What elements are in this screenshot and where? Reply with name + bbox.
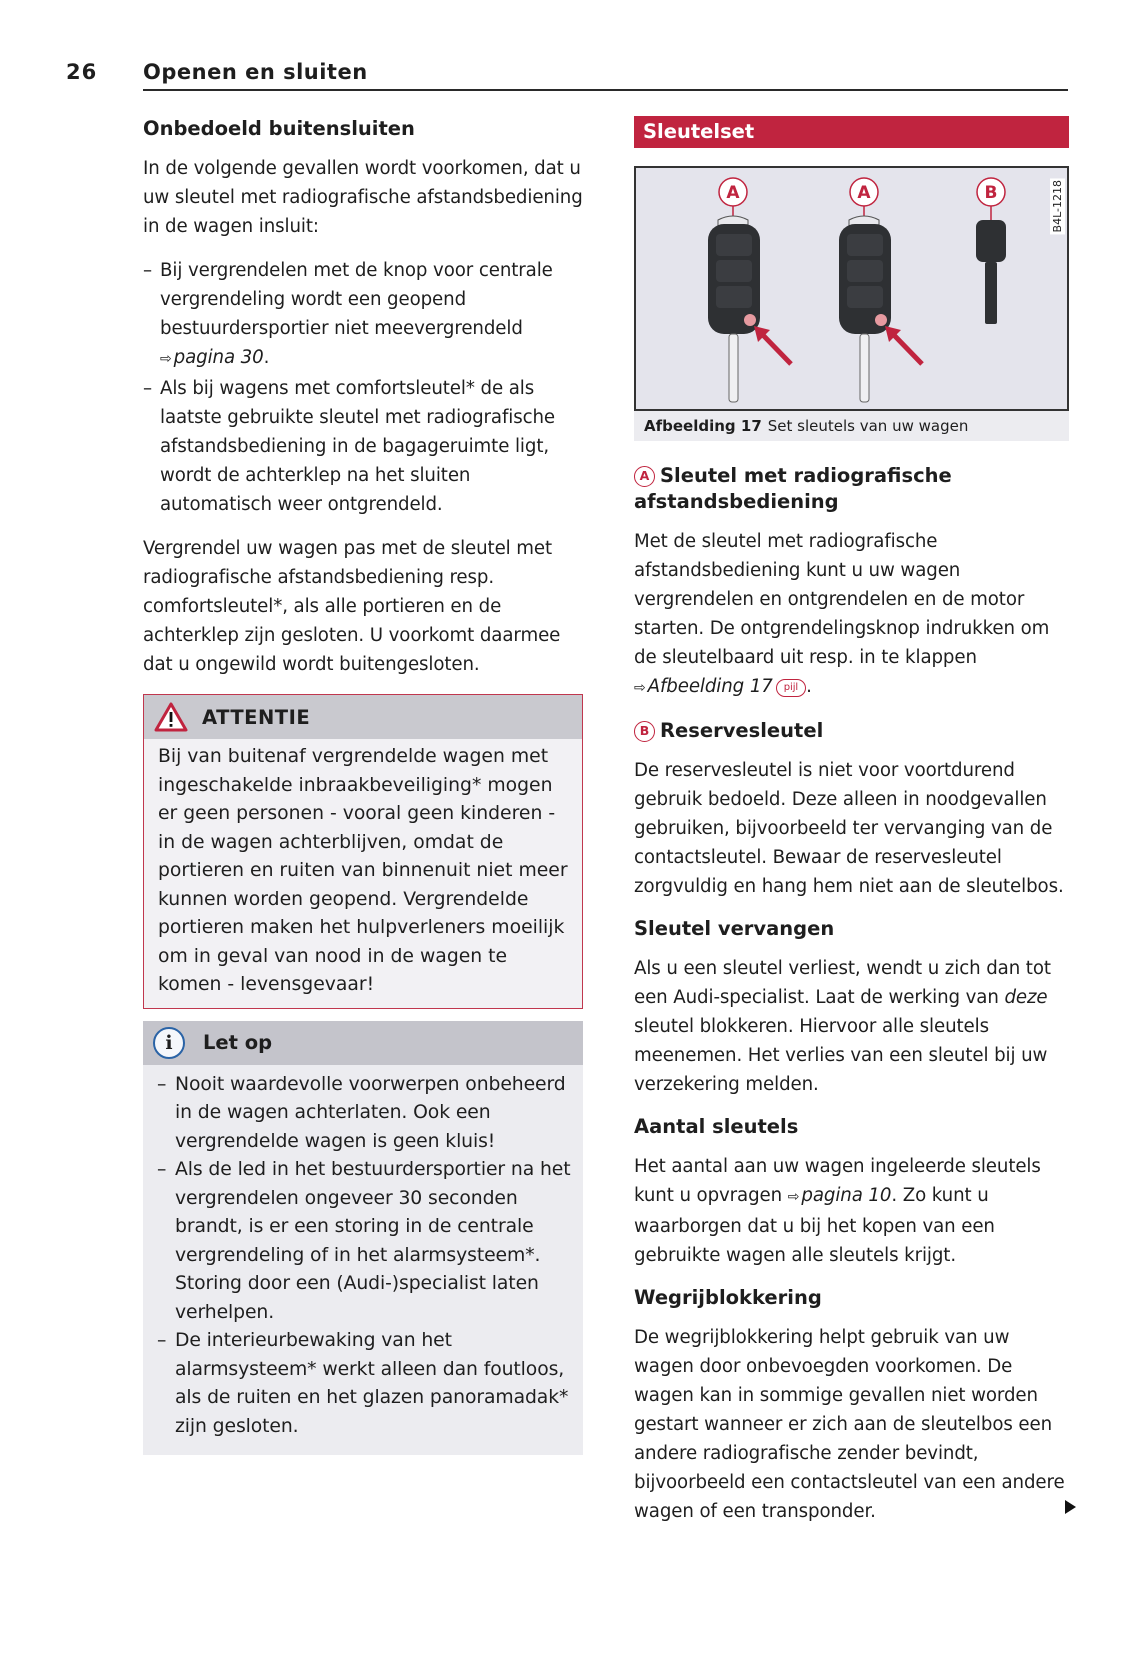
section-a-paragraph: Met de sleutel met radiografische afstandsbediening kunt u uw wagen vergrendelen en ontgrendelen en de motor starten. De ontgrendelingsknop indrukken om de sleutelbaard uit resp. in te klappen ⇨ Afbeelding 17 pijl . [634, 531, 1050, 697]
warning-title: ATTENTIE [202, 705, 311, 729]
list-item: – Bij vergrendelen met de knop voor centrale vergrendeling wordt een geopend bestuurdersportier niet meevergrendeld ⇨ pagina 30. [143, 256, 583, 374]
figure-label-a: A [857, 183, 871, 203]
list-item: – Nooit waardevolle voorwerpen onbeheerd in de wagen achterlaten. Ook een vergrendelde wagen is geen kluis! [157, 1071, 571, 1157]
list-item: – Als bij wagens met comfortsleutel* de als laatste gebruikte sleutel met radiografische afstandsbediening in de bagageruimte ligt, wordt de achterklep na het sluiten automatisch weer ontgrendeld. [143, 374, 583, 519]
section-heading: Onbedoeld buitensluiten [143, 117, 415, 140]
reference-arrow-icon: ⇨ [787, 1189, 800, 1205]
figure-label-a: A [726, 183, 740, 203]
warning-triangle-icon [154, 702, 188, 732]
key-set-figure [634, 166, 1069, 411]
left-column [143, 116, 583, 1455]
note-header [143, 1021, 583, 1065]
running-title: Openen en sluiten [143, 60, 368, 84]
count-heading: Aantal sleutels [634, 1115, 799, 1138]
section-title-bar: Sleutelset [634, 116, 1069, 148]
replace-heading: Sleutel vervangen [634, 917, 835, 940]
remote-key-icon [708, 178, 791, 402]
arrow-pill-badge: pijl [776, 679, 806, 697]
list-item: – Als de led in het bestuurdersportier na het vergrendelen ongeveer 30 seconden brandt, is er een storing in de centrale vergrendeling of in het alarmsysteem*. Storing door een (Audi-)specialist laten verhelpen. [157, 1156, 571, 1327]
warning-text: Bij van buitenaf vergrendelde wagen met ingeschakelde inbraakbeveiliging* mogen er geen personen - vooral geen kinderen - in de wagen achterblijven, omdat de portieren en ruiten van binnenuit niet meer kunnen worden geopend. Vergrendelde portieren maken het hulpverleners moeilijk om in geval van nood in de wagen te komen - levensgevaar! [158, 746, 568, 995]
reference-arrow-icon: ⇨ [634, 680, 646, 696]
right-column [634, 116, 1069, 1541]
immobilizer-heading: Wegrijblokkering [634, 1286, 822, 1309]
page-reference-link[interactable]: pagina 30 [173, 347, 264, 368]
section-b-heading: B Reservesleutel [634, 718, 1069, 744]
note-box [143, 1021, 583, 1456]
warning-header [144, 695, 582, 739]
replace-paragraph: Als u een sleutel verliest, wendt u zich dan tot een Audi-specialist. Laat de werking van deze sleutel blokkeren. Hiervoor alle sleutels meenemen. Het verlies van een sleutel bij uw verzekering melden. [634, 958, 1051, 1095]
intro-paragraph: In de volgende gevallen wordt voorkomen, dat u uw sleutel met radiografische afstandsbediening in de wagen insluit: [143, 158, 583, 237]
note-title: Let op [203, 1031, 273, 1054]
figure-id: B4L-1218 [1051, 180, 1064, 233]
count-paragraph: Het aantal aan uw wagen ingeleerde sleutels kunt u opvragen ⇨ pagina 10. Zo kunt u waarborgen dat u bij het kopen van een gebruikte wagen alle sleutels krijgt. [634, 1156, 1041, 1266]
warning-box [143, 694, 583, 1009]
marker-a-icon: A [634, 466, 655, 487]
list-item: – De interieurbewaking van het alarmsysteem* werkt alleen dan foutloos, als de ruiten en het glazen panoramadak* zijn gesloten. [157, 1327, 571, 1441]
figure-caption: Afbeelding 17 Set sleutels van uw wagen [634, 411, 1069, 441]
reference-arrow-icon: ⇨ [160, 351, 172, 367]
section-a-heading: A Sleutel met radiografische afstandsbediening [634, 464, 952, 513]
note-list [157, 1071, 571, 1442]
remote-key-icon [839, 178, 922, 402]
key-illustration [636, 168, 1067, 409]
section-b-paragraph: De reservesleutel is niet voor voortdurend gebruik bedoeld. Deze alleen in noodgevallen gebruiken, bijvoorbeeld ter vervanging van de contactsleutel. Bewaar de reservesleutel zorgvuldig en hang hem niet aan de sleutelbos. [634, 760, 1064, 897]
immobilizer-paragraph: De wegrijblokkering helpt gebruik van uw wagen door onbevoegden voorkomen. De wagen kan in sommige gevallen niet worden gestart wanneer er zich aan de sleutelbos een andere radiografische zender bevindt, bijvoorbeeld een contactsleutel van een andere wagen of een transponder. [634, 1327, 1065, 1522]
marker-b-icon: B [634, 721, 655, 742]
info-icon: i [153, 1027, 185, 1059]
page-reference-link[interactable]: pagina 10 [801, 1185, 892, 1206]
figure-label-b: B [984, 183, 998, 203]
page-number: 26 [66, 60, 98, 84]
body-paragraph: Vergrendel uw wagen pas met de sleutel met radiografische afstandsbediening resp. comfortsleutel*, als alle portieren en de achterklep zijn gesloten. U voorkomt daarmee dat u ongewild wordt buitengesloten. [143, 538, 561, 675]
figure-reference-link[interactable]: Afbeelding 17 [647, 676, 773, 697]
continue-arrow-icon [1065, 1500, 1076, 1514]
header-rule [143, 89, 1068, 91]
bullet-list [143, 256, 583, 519]
